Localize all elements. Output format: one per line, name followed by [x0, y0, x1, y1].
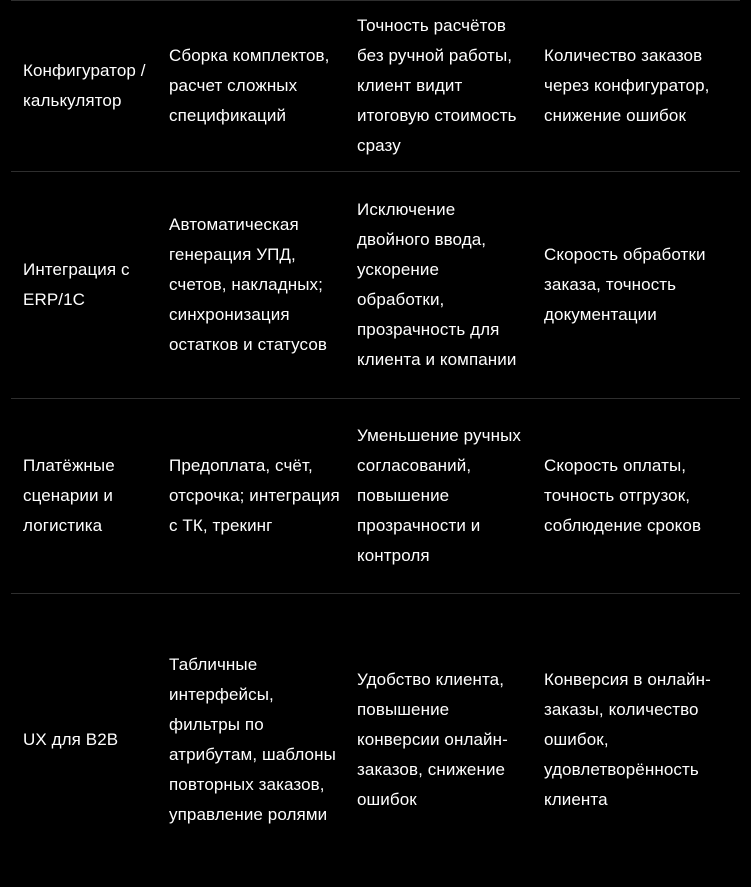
table-cell-metric: Конверсия в онлайн-заказы, количество ошибок, удовлетворённость клиента	[544, 670, 711, 809]
table-cell-metric: Количество заказов через конфигуратор, снижение ошибок	[544, 46, 710, 125]
table-cell-feature: Конфигуратор / калькулятор	[23, 61, 146, 110]
table-row	[0, 1, 751, 171]
table-cell-feature: UX для B2B	[23, 730, 119, 749]
table-cell-capability: Табличные интерфейсы, фильтры по атрибутам, шаблоны повторных заказов, управление ролями	[169, 655, 336, 824]
table-cell-metric: Скорость обработки заказа, точность документации	[544, 245, 706, 324]
table-cell-effect: Удобство клиента, повышение конверсии онлайн-заказов, снижение ошибок	[357, 670, 508, 809]
table-cell-effect: Точность расчётов без ручной работы, клиент видит итоговую стоимость сразу	[357, 16, 517, 155]
table-cell-feature: Интеграция с ERP/1С	[23, 260, 130, 309]
table-cell-effect: Исключение двойного ввода, ускорение обработки, прозрачность для клиента и компании	[357, 200, 517, 369]
table-cell-effect: Уменьшение ручных согласований, повышение прозрачности и контроля	[357, 426, 522, 565]
table-cell-feature: Платёжные сценарии и логистика	[23, 456, 115, 535]
table-cell-metric: Скорость оплаты, точность отгрузок, соблюдение сроков	[544, 456, 702, 535]
table-row	[0, 594, 751, 886]
table-cell-capability: Сборка комплектов, расчет сложных спецификаций	[169, 46, 330, 125]
table-row	[0, 399, 751, 593]
table-row	[0, 172, 751, 398]
table-cell-capability: Предоплата, счёт, отсрочка; интеграция с ТК, трекинг	[169, 456, 340, 535]
table-cell-capability: Автоматическая генерация УПД, счетов, накладных; синхронизация остатков и статусов	[169, 215, 328, 354]
